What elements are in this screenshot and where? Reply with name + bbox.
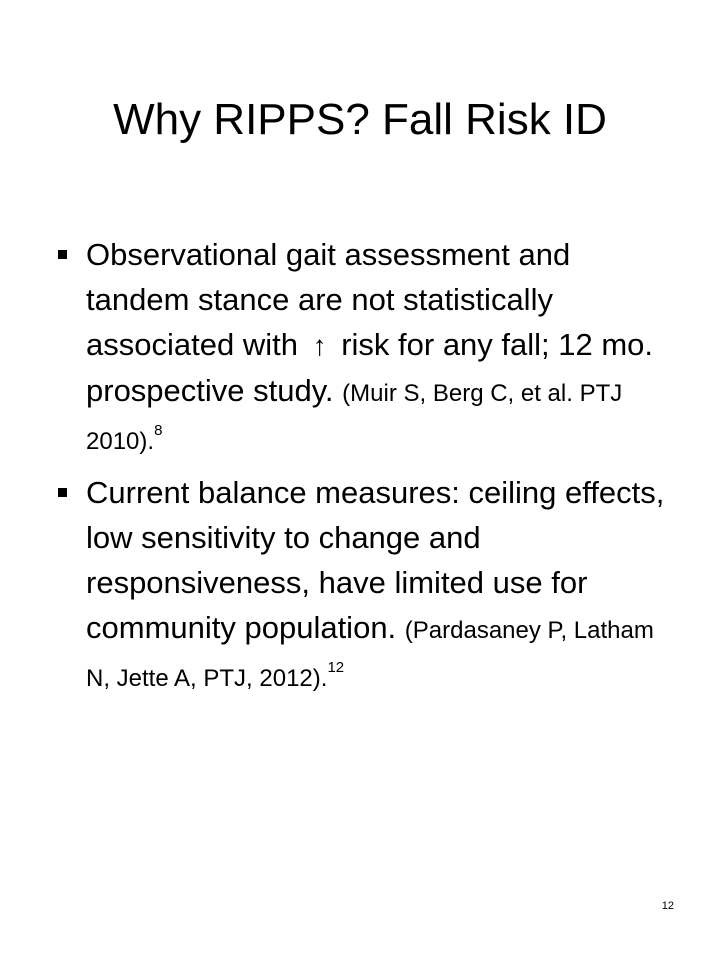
bullet-text: Current balance measures: ceiling effects, low sensitivity to change and responsiveness, have limited use for community population. <box>86 475 665 645</box>
bullet-text: Observational gait assessment and tandem stance are not statistically associated with <box>86 237 571 362</box>
up-arrow-icon: ↑ <box>312 330 327 361</box>
slide-title: Why RIPPS? Fall Risk ID <box>113 95 607 144</box>
bullet-text-continued: risk for any fall; 12 mo. prospective study. <box>86 327 654 408</box>
square-bullet-icon <box>58 250 67 259</box>
square-bullet-icon <box>58 488 67 497</box>
bullet-list <box>52 232 672 707</box>
reference-number: 12 <box>327 659 345 676</box>
reference-number: 8 <box>154 422 163 439</box>
citation: (Muir S, Berg C, et al. PTJ 2010). <box>86 380 623 455</box>
page-number: 12 <box>661 900 674 912</box>
citation: (Pardasaney P, Latham N, Jette A, PTJ, 2012). <box>86 617 654 692</box>
bullet-item-gait <box>52 232 672 464</box>
bullet-item-balance <box>52 470 672 701</box>
